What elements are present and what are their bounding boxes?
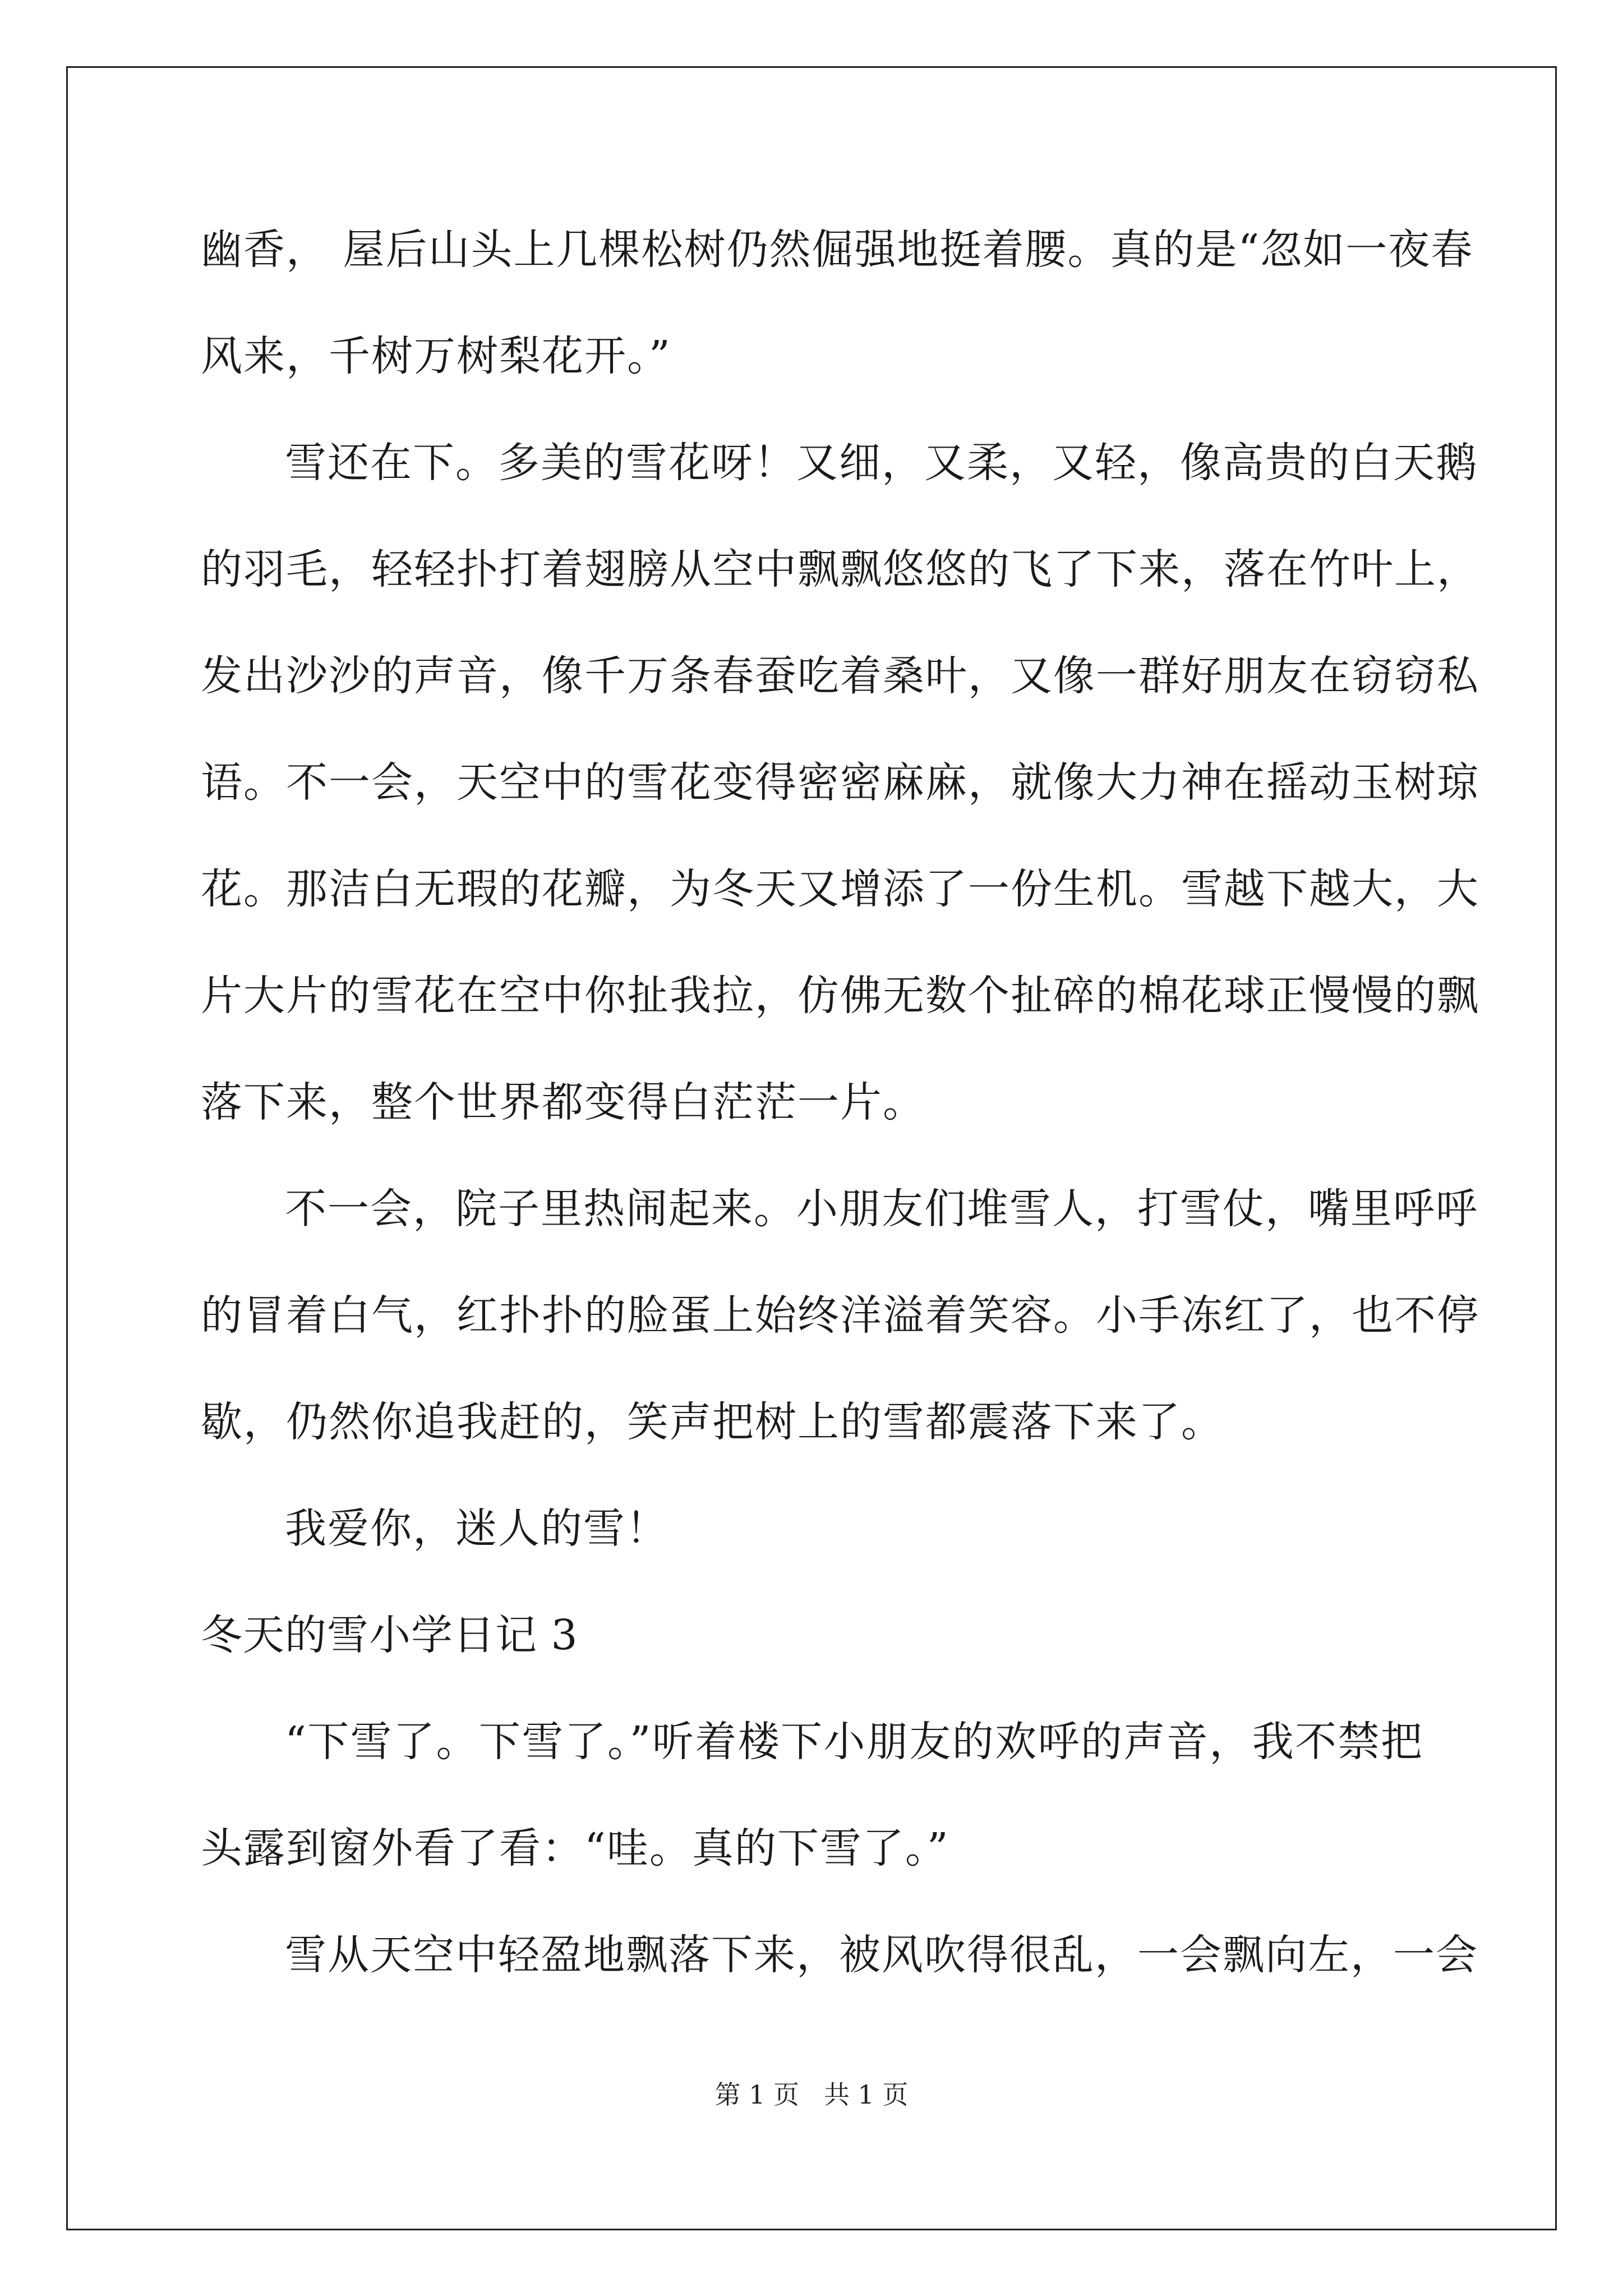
document-body: [201, 213, 1479, 2025]
text-line: 的羽毛，轻轻扑打着翅膀从空中飘飘悠悠的飞了下来，落在竹叶上，: [201, 545, 1479, 593]
text-line: 幽香， 屋后山头上几棵松树仍然倔强地挺着腰。真的是“忽如一夜春: [201, 226, 1474, 274]
text-line: 歇，仍然你追我赶的，笑声把树上的雪都震落下来了。: [201, 1398, 1224, 1446]
text-line: 片大片的雪花在空中你扯我拉，仿佛无数个扯碎的棉花球正慢慢的飘: [201, 972, 1479, 1020]
page-number: 第 1 页: [714, 2079, 800, 2110]
text-line: 风来，千树万树梨花开。”: [201, 332, 671, 380]
text-line: 发出沙沙的声音，像千万条春蚕吃着桑叶，又像一群好朋友在窃窃私: [201, 652, 1479, 700]
paragraph-start-line: 雪从天空中轻盈地飘落下来，被风吹得很乱，一会飘向左，一会: [285, 1931, 1478, 1979]
paragraph-start-line: 不一会，院子里热闹起来。小朋友们堆雪人，打雪仗，嘴里呼呼: [285, 1185, 1478, 1233]
text-line: 落下来，整个世界都变得白茫茫一片。: [201, 1078, 925, 1126]
section-heading: 冬天的雪小学日记 3: [201, 1611, 578, 1659]
text-line: 头露到窗外看了看：“哇。真的下雪了。”: [201, 1824, 949, 1872]
page-total: 共 1 页: [823, 2079, 909, 2110]
text-line: 语。不一会，天空中的雪花变得密密麻麻，就像大力神在摇动玉树琼: [201, 758, 1479, 807]
paragraph-start-line: “下雪了。下雪了。”听着楼下小朋友的欢呼的声音，我不禁把: [285, 1718, 1423, 1766]
paragraph-start-line: 我爱你，迷人的雪！: [285, 1504, 668, 1553]
text-line: 花。那洁白无瑕的花瓣，为冬天又增添了一份生机。雪越下越大，大: [201, 865, 1479, 913]
page-footer: [0, 2078, 1623, 2111]
text-line: 的冒着白气，红扑扑的脸蛋上始终洋溢着笑容。小手冻红了，也不停: [201, 1291, 1479, 1340]
paragraph-start-line: 雪还在下。多美的雪花呀！又细，又柔，又轻，像高贵的白天鹅: [285, 439, 1478, 487]
